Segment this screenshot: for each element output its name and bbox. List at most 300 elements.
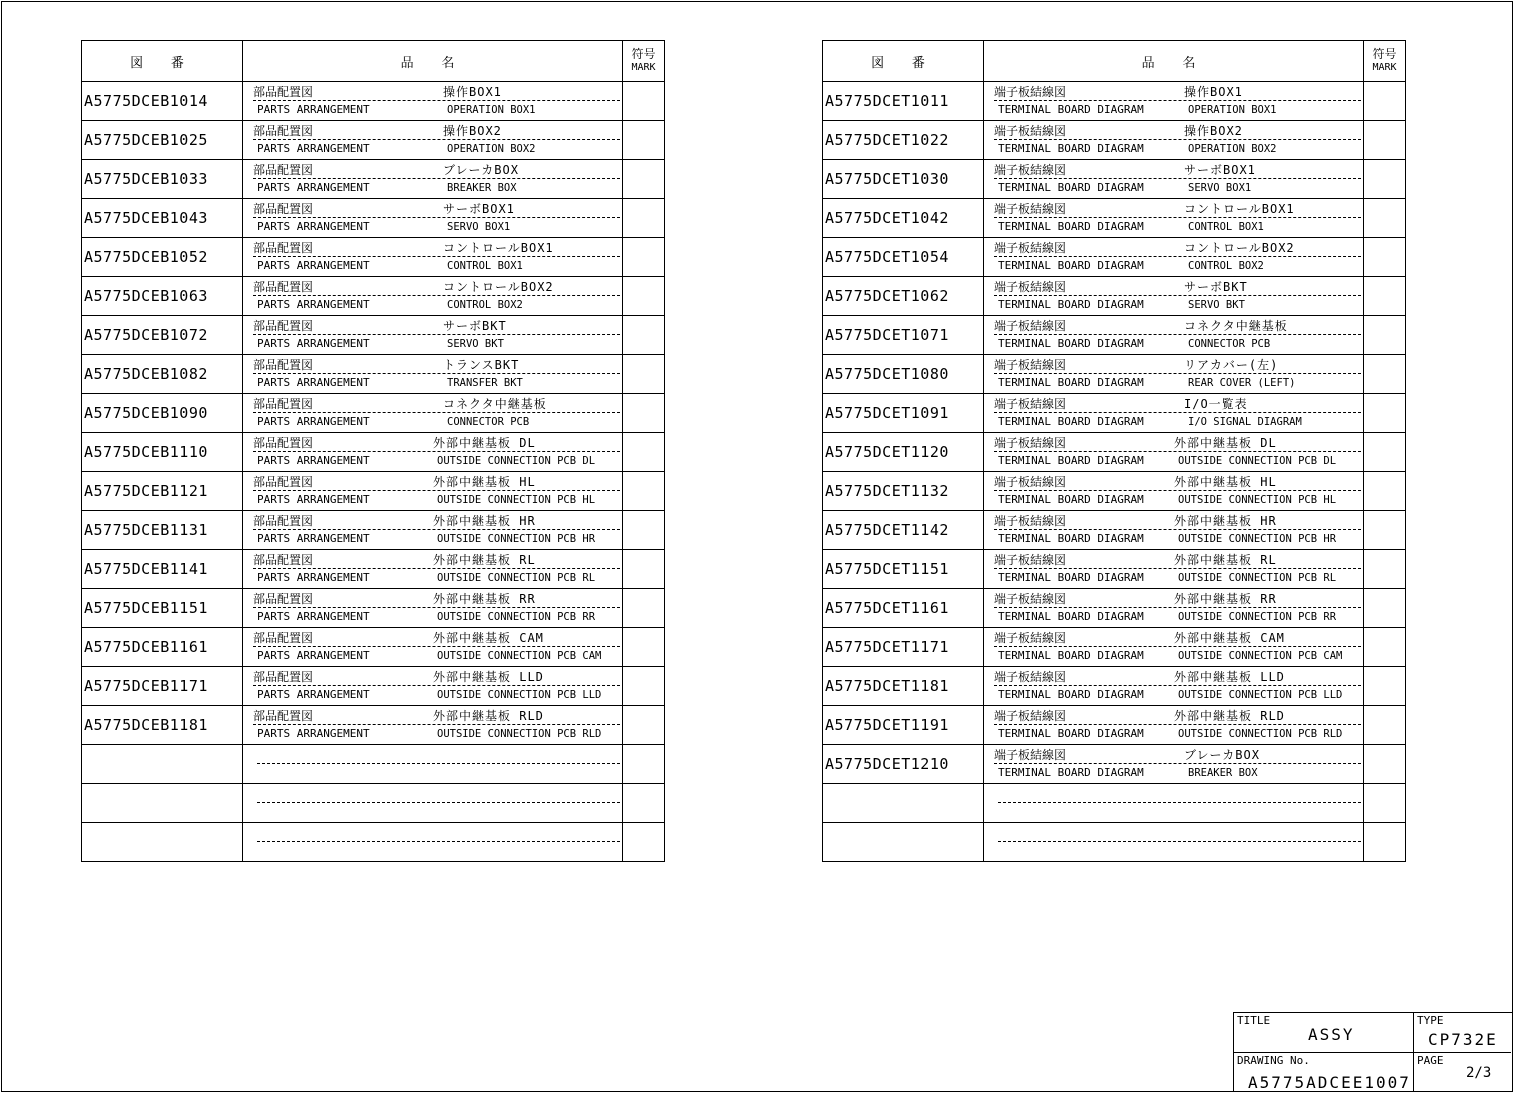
table-row	[82, 199, 665, 238]
item-subject-jp: 外部中継基板 HL	[1174, 475, 1277, 489]
item-name	[243, 82, 623, 121]
item-category-en: TERMINAL BOARD DIAGRAM	[998, 610, 1144, 623]
item-name-en	[257, 726, 601, 742]
item-subject-en: OUTSIDE CONNECTION PCB DL	[437, 455, 596, 467]
item-name-en	[257, 375, 523, 391]
item-subject-jp: 外部中継基板 HR	[433, 514, 536, 528]
mark-cell	[1364, 667, 1406, 706]
item-category-jp: 端子板結線図	[994, 397, 1067, 411]
item-category-en: TERMINAL BOARD DIAGRAM	[998, 259, 1144, 272]
item-name	[984, 199, 1364, 238]
item-subject-jp: 外部中継基板 RLD	[1174, 709, 1285, 723]
item-subject-jp: コネクタ中継基板	[1184, 319, 1288, 333]
item-subject-en: TRANSFER BKT	[447, 377, 523, 389]
item-name-jp	[994, 357, 1361, 374]
item-name	[984, 784, 1364, 823]
item-category-en: PARTS ARRANGEMENT	[257, 532, 370, 545]
item-name-en	[257, 102, 536, 118]
drawing-number	[823, 784, 984, 823]
item-subject-en: OUTSIDE CONNECTION PCB HR	[1178, 533, 1337, 545]
item-subject-jp: 外部中継基板 HL	[433, 475, 536, 489]
item-name-en	[998, 765, 1258, 781]
mark-cell	[623, 277, 665, 316]
item-category-en: TERMINAL BOARD DIAGRAM	[998, 688, 1144, 701]
item-subject-en: OUTSIDE CONNECTION PCB RR	[437, 611, 596, 623]
item-name-jp	[253, 201, 620, 218]
table-row	[823, 394, 1406, 433]
item-name-jp	[994, 747, 1361, 764]
item-name-jp	[994, 240, 1361, 257]
table-row	[82, 667, 665, 706]
drawing-number: A5775DCET1062	[823, 277, 984, 316]
item-name-jp	[994, 708, 1361, 725]
drawing-number	[82, 784, 243, 823]
drawing-number: A5775DCEB1161	[82, 628, 243, 667]
mark-cell	[623, 199, 665, 238]
drawing-number: A5775DCEB1110	[82, 433, 243, 472]
item-category-en: TERMINAL BOARD DIAGRAM	[998, 415, 1144, 428]
mark-cell	[1364, 706, 1406, 745]
empty-row	[82, 745, 665, 784]
item-subject-en: OUTSIDE CONNECTION PCB HR	[437, 533, 596, 545]
item-name-jp	[994, 201, 1361, 218]
mark-cell	[1364, 784, 1406, 823]
item-category-jp: 部品配置図	[253, 592, 314, 606]
item-category-jp: 端子板結線図	[994, 631, 1067, 645]
drawing-number: A5775DCEB1052	[82, 238, 243, 277]
item-subject-jp: コントロールBOX2	[1184, 241, 1295, 255]
title-block	[1233, 1012, 1513, 1092]
item-subject-jp: 外部中継基板 LLD	[433, 670, 544, 684]
item-category-jp: 端子板結線図	[994, 280, 1067, 294]
item-category-jp: 端子板結線図	[994, 514, 1067, 528]
item-name-jp	[994, 162, 1361, 179]
type-value: CP732E	[1428, 1030, 1498, 1049]
drawing-number: A5775DCET1030	[823, 160, 984, 199]
drawing-number: A5775DCET1132	[823, 472, 984, 511]
mark-cell	[1364, 82, 1406, 121]
empty-row	[82, 823, 665, 862]
item-category-jp: 部品配置図	[253, 670, 314, 684]
item-name-jp	[994, 435, 1361, 452]
table-row	[823, 316, 1406, 355]
item-category-jp: 部品配置図	[253, 319, 314, 333]
item-name	[984, 706, 1364, 745]
item-name-en	[998, 570, 1336, 586]
item-name-jp	[253, 630, 620, 647]
item-name-jp	[253, 396, 620, 413]
item-subject-en: CONTROL BOX1	[447, 260, 523, 272]
mark-cell	[623, 160, 665, 199]
table-row	[82, 706, 665, 745]
table-row	[823, 277, 1406, 316]
header-mark	[1364, 41, 1406, 82]
mark-cell	[623, 433, 665, 472]
item-name-en	[998, 531, 1336, 547]
item-category-jp: 部品配置図	[253, 553, 314, 567]
item-category-jp: 端子板結線図	[994, 553, 1067, 567]
drawing-number: A5775DCEB1181	[82, 706, 243, 745]
item-name-en	[257, 687, 601, 703]
item-category-en: TERMINAL BOARD DIAGRAM	[998, 727, 1144, 740]
item-name-en	[998, 141, 1277, 157]
header-drawing-no: 図 番	[82, 41, 243, 82]
item-category-en: TERMINAL BOARD DIAGRAM	[998, 571, 1144, 584]
item-name	[243, 277, 623, 316]
item-name-jp	[253, 279, 620, 296]
item-name-en	[257, 336, 504, 352]
table-row	[823, 706, 1406, 745]
item-category-en: PARTS ARRANGEMENT	[257, 688, 370, 701]
drawing-number	[82, 745, 243, 784]
item-name-jp	[994, 591, 1361, 608]
drawing-no-cell	[1234, 1053, 1414, 1091]
item-category-en: PARTS ARRANGEMENT	[257, 142, 370, 155]
item-category-en: TERMINAL BOARD DIAGRAM	[998, 376, 1144, 389]
item-subject-en: CONTROL BOX2	[447, 299, 523, 311]
item-name-jp	[994, 279, 1361, 296]
table-row	[823, 628, 1406, 667]
empty-row	[823, 784, 1406, 823]
item-subject-en: OUTSIDE CONNECTION PCB CAM	[1178, 650, 1343, 662]
table-row	[82, 238, 665, 277]
item-name	[243, 784, 623, 823]
type-cell	[1414, 1013, 1511, 1053]
drawing-number: A5775DCET1054	[823, 238, 984, 277]
item-category-jp: 端子板結線図	[994, 124, 1067, 138]
item-name	[243, 160, 623, 199]
item-name	[243, 316, 623, 355]
page-cell	[1414, 1053, 1511, 1091]
item-name-en	[998, 609, 1336, 625]
item-name-en	[257, 414, 529, 430]
header-mark-jp: 符号	[631, 47, 656, 61]
table-row	[82, 511, 665, 550]
mark-cell	[623, 238, 665, 277]
item-name-en	[998, 687, 1342, 703]
item-subject-en: OPERATION BOX2	[1188, 143, 1277, 155]
header-mark-en: MARK	[1372, 62, 1397, 73]
item-subject-jp: 操作BOX1	[1184, 85, 1243, 99]
item-subject-jp: トランスBKT	[443, 358, 520, 372]
item-name	[243, 472, 623, 511]
item-subject-en: OUTSIDE CONNECTION PCB RLD	[437, 728, 602, 740]
drawing-number: A5775DCET1011	[823, 82, 984, 121]
item-name-en	[998, 258, 1264, 274]
item-category-en: PARTS ARRANGEMENT	[257, 181, 370, 194]
item-name	[984, 277, 1364, 316]
item-name	[984, 160, 1364, 199]
item-name	[243, 238, 623, 277]
item-category-en: TERMINAL BOARD DIAGRAM	[998, 454, 1144, 467]
mark-cell	[623, 394, 665, 433]
item-subject-en: REAR COVER (LEFT)	[1188, 377, 1296, 389]
item-name-jp	[994, 396, 1361, 413]
item-category-jp: 部品配置図	[253, 85, 314, 99]
table-row	[82, 121, 665, 160]
table-row	[82, 472, 665, 511]
drawing-number: A5775DCET1171	[823, 628, 984, 667]
title-value: ASSY	[1308, 1025, 1355, 1044]
item-category-en: TERMINAL BOARD DIAGRAM	[998, 181, 1144, 194]
drawing-number: A5775DCEB1151	[82, 589, 243, 628]
item-category-en: PARTS ARRANGEMENT	[257, 259, 370, 272]
mark-cell	[623, 82, 665, 121]
item-subject-jp: ブレーカBOX	[1184, 748, 1260, 762]
item-name-en	[998, 180, 1251, 196]
blank-line	[257, 763, 620, 764]
table-row	[82, 160, 665, 199]
table-row	[823, 550, 1406, 589]
drawing-number: A5775DCEB1121	[82, 472, 243, 511]
item-category-jp: 端子板結線図	[994, 709, 1067, 723]
table-row	[82, 277, 665, 316]
left-drawing-list	[81, 40, 665, 862]
item-name-en	[257, 219, 510, 235]
table-row	[823, 82, 1406, 121]
mark-cell	[1364, 238, 1406, 277]
drawing-number: A5775DCET1022	[823, 121, 984, 160]
item-name-en	[257, 453, 595, 469]
item-name-en	[257, 141, 536, 157]
item-category-jp: 端子板結線図	[994, 85, 1067, 99]
item-name-en	[257, 180, 517, 196]
header-mark	[623, 41, 665, 82]
item-subject-jp: サーボBOX1	[443, 202, 515, 216]
drawing-no-value: A5775ADCEE1007	[1248, 1073, 1411, 1092]
item-name	[984, 82, 1364, 121]
item-category-jp: 部品配置図	[253, 202, 314, 216]
item-subject-en: SERVO BKT	[447, 338, 504, 350]
item-name-en	[257, 609, 595, 625]
drawing-number: A5775DCET1042	[823, 199, 984, 238]
item-name	[243, 745, 623, 784]
item-subject-jp: 外部中継基板 DL	[1174, 436, 1277, 450]
drawing-number: A5775DCEB1082	[82, 355, 243, 394]
item-name	[984, 394, 1364, 433]
table-row	[823, 199, 1406, 238]
page-value: 2/3	[1466, 1065, 1492, 1081]
item-subject-en: OUTSIDE CONNECTION PCB RLD	[1178, 728, 1343, 740]
header-drawing-no: 図 番	[823, 41, 984, 82]
item-subject-en: OUTSIDE CONNECTION PCB LLD	[437, 689, 602, 701]
table-row	[823, 238, 1406, 277]
table-row	[82, 82, 665, 121]
item-subject-jp: 操作BOX2	[1184, 124, 1243, 138]
item-subject-jp: 外部中継基板 CAM	[433, 631, 544, 645]
item-name-en	[257, 258, 523, 274]
item-name	[984, 238, 1364, 277]
item-name-jp	[253, 552, 620, 569]
item-name-en	[257, 297, 523, 313]
empty-row	[823, 823, 1406, 862]
mark-cell	[623, 706, 665, 745]
item-category-en: TERMINAL BOARD DIAGRAM	[998, 493, 1144, 506]
item-subject-en: OUTSIDE CONNECTION PCB HL	[437, 494, 596, 506]
item-subject-en: SERVO BKT	[1188, 299, 1245, 311]
table-row	[823, 745, 1406, 784]
mark-cell	[1364, 355, 1406, 394]
drawing-number: A5775DCET1181	[823, 667, 984, 706]
item-name	[984, 511, 1364, 550]
item-category-en: PARTS ARRANGEMENT	[257, 610, 370, 623]
mark-cell	[1364, 550, 1406, 589]
item-name	[243, 511, 623, 550]
item-category-jp: 端子板結線図	[994, 748, 1067, 762]
item-subject-jp: コントロールBOX1	[1184, 202, 1295, 216]
item-name	[984, 550, 1364, 589]
item-category-en: PARTS ARRANGEMENT	[257, 493, 370, 506]
drawing-number: A5775DCET1120	[823, 433, 984, 472]
drawing-number: A5775DCET1161	[823, 589, 984, 628]
item-category-jp: 端子板結線図	[994, 163, 1067, 177]
title-label: TITLE	[1237, 1014, 1271, 1027]
item-name-en	[998, 336, 1270, 352]
item-name	[243, 706, 623, 745]
item-name	[243, 823, 623, 862]
item-category-jp: 端子板結線図	[994, 241, 1067, 255]
table-row	[823, 160, 1406, 199]
drawing-number	[82, 823, 243, 862]
item-subject-jp: 操作BOX1	[443, 85, 502, 99]
mark-cell	[1364, 745, 1406, 784]
blank-line	[998, 802, 1361, 803]
drawing-number: A5775DCET1080	[823, 355, 984, 394]
table-row	[823, 589, 1406, 628]
item-subject-jp: 外部中継基板 HR	[1174, 514, 1277, 528]
mark-cell	[1364, 277, 1406, 316]
item-category-en: PARTS ARRANGEMENT	[257, 649, 370, 662]
mark-cell	[623, 121, 665, 160]
item-subject-en: CONTROL BOX1	[1188, 221, 1264, 233]
item-name	[984, 433, 1364, 472]
drawing-number: A5775DCET1091	[823, 394, 984, 433]
item-subject-en: BREAKER BOX	[1188, 767, 1258, 779]
item-category-en: PARTS ARRANGEMENT	[257, 103, 370, 116]
item-name-jp	[994, 84, 1361, 101]
item-subject-en: CONNECTOR PCB	[1188, 338, 1271, 350]
item-category-en: PARTS ARRANGEMENT	[257, 454, 370, 467]
item-subject-jp: 操作BOX2	[443, 124, 502, 138]
item-category-en: TERMINAL BOARD DIAGRAM	[998, 142, 1144, 155]
mark-cell	[1364, 628, 1406, 667]
drawing-number: A5775DCET1191	[823, 706, 984, 745]
item-name-jp	[994, 123, 1361, 140]
header-mark-en: MARK	[631, 62, 656, 73]
item-subject-en: SERVO BOX1	[1188, 182, 1252, 194]
item-name-jp	[253, 435, 620, 452]
table-row	[823, 121, 1406, 160]
item-subject-jp: サーボBOX1	[1184, 163, 1256, 177]
item-name-jp	[253, 123, 620, 140]
item-subject-jp: 外部中継基板 RLD	[433, 709, 544, 723]
item-category-jp: 部品配置図	[253, 124, 314, 138]
item-category-jp: 端子板結線図	[994, 436, 1067, 450]
item-name	[243, 589, 623, 628]
item-name-jp	[253, 708, 620, 725]
item-name-jp	[253, 318, 620, 335]
item-name	[243, 121, 623, 160]
drawing-no-label: DRAWING No.	[1237, 1054, 1310, 1067]
table-row	[823, 472, 1406, 511]
item-name-en	[257, 570, 595, 586]
item-category-en: PARTS ARRANGEMENT	[257, 571, 370, 584]
mark-cell	[1364, 589, 1406, 628]
item-name	[984, 355, 1364, 394]
item-category-jp: 端子板結線図	[994, 202, 1067, 216]
item-name-jp	[253, 669, 620, 686]
table-row	[82, 316, 665, 355]
drawing-number: A5775DCEB1131	[82, 511, 243, 550]
drawing-number: A5775DCET1142	[823, 511, 984, 550]
item-subject-jp: 外部中継基板 LLD	[1174, 670, 1285, 684]
mark-cell	[1364, 160, 1406, 199]
drawing-number: A5775DCEB1025	[82, 121, 243, 160]
mark-cell	[1364, 433, 1406, 472]
item-category-jp: 部品配置図	[253, 397, 314, 411]
item-name-en	[998, 219, 1264, 235]
item-subject-en: OPERATION BOX1	[1188, 104, 1277, 116]
item-subject-en: OUTSIDE CONNECTION PCB CAM	[437, 650, 602, 662]
table-row	[82, 355, 665, 394]
item-name-jp	[253, 513, 620, 530]
item-name-en	[998, 102, 1277, 118]
item-subject-jp: ブレーカBOX	[443, 163, 519, 177]
mark-cell	[623, 316, 665, 355]
mark-cell	[623, 784, 665, 823]
item-subject-en: OPERATION BOX2	[447, 143, 536, 155]
item-category-en: PARTS ARRANGEMENT	[257, 727, 370, 740]
empty-row	[82, 784, 665, 823]
mark-cell	[623, 550, 665, 589]
mark-cell	[623, 823, 665, 862]
item-subject-en: OUTSIDE CONNECTION PCB LLD	[1178, 689, 1343, 701]
item-category-jp: 部品配置図	[253, 436, 314, 450]
item-subject-en: CONTROL BOX2	[1188, 260, 1264, 272]
item-name	[984, 589, 1364, 628]
mark-cell	[1364, 394, 1406, 433]
item-name	[243, 394, 623, 433]
table-row	[82, 550, 665, 589]
item-name	[243, 355, 623, 394]
mark-cell	[623, 628, 665, 667]
item-name-jp	[253, 474, 620, 491]
item-subject-en: CONNECTOR PCB	[447, 416, 530, 428]
item-category-en: PARTS ARRANGEMENT	[257, 337, 370, 350]
mark-cell	[1364, 472, 1406, 511]
item-category-jp: 端子板結線図	[994, 475, 1067, 489]
drawing-number: A5775DCEB1090	[82, 394, 243, 433]
item-name	[984, 121, 1364, 160]
item-subject-en: OPERATION BOX1	[447, 104, 536, 116]
drawing-number: A5775DCEB1043	[82, 199, 243, 238]
mark-cell	[623, 589, 665, 628]
item-subject-en: OUTSIDE CONNECTION PCB DL	[1178, 455, 1337, 467]
item-name-jp	[253, 84, 620, 101]
item-name-jp	[994, 552, 1361, 569]
drawing-number: A5775DCEB1033	[82, 160, 243, 199]
item-name-en	[257, 531, 595, 547]
item-category-jp: 端子板結線図	[994, 670, 1067, 684]
item-subject-en: SERVO BOX1	[447, 221, 511, 233]
item-name-jp	[253, 591, 620, 608]
item-category-en: TERMINAL BOARD DIAGRAM	[998, 532, 1144, 545]
item-name	[984, 823, 1364, 862]
table-row	[82, 628, 665, 667]
item-name-jp	[253, 240, 620, 257]
item-name-en	[998, 648, 1342, 664]
drawing-number: A5775DCET1071	[823, 316, 984, 355]
